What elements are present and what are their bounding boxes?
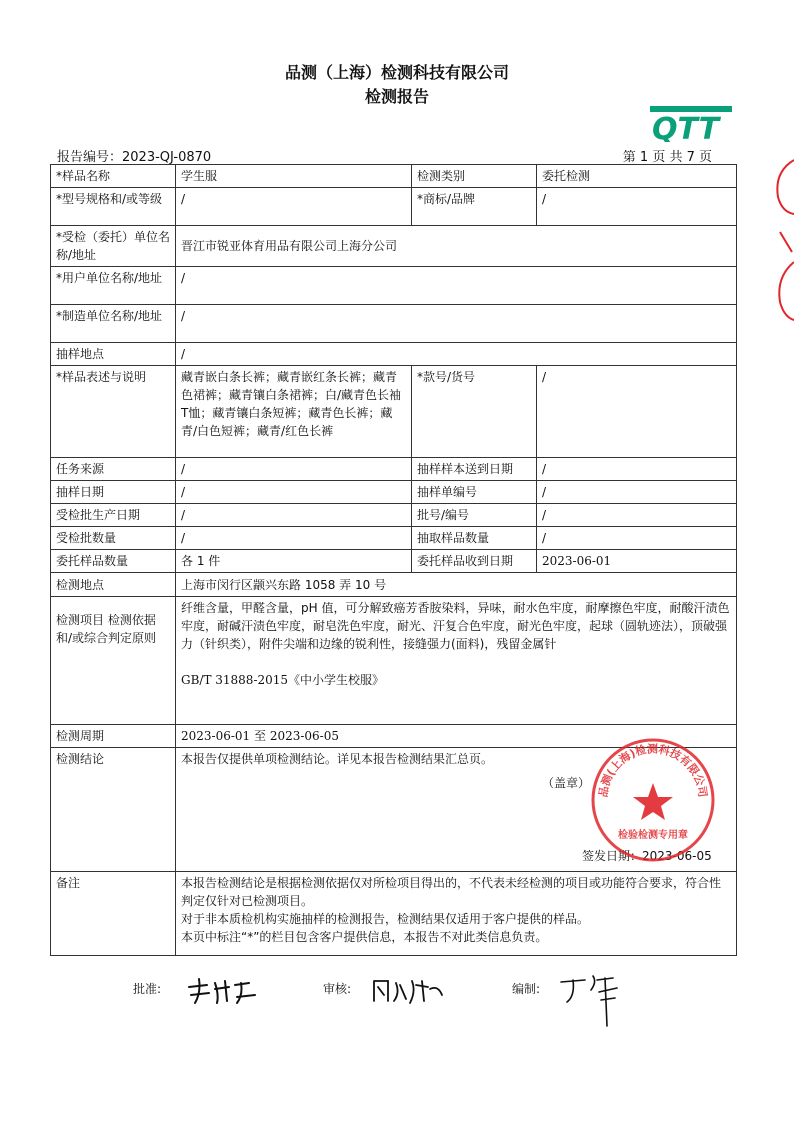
company-title: 品测（上海）检测科技有限公司 [284,63,509,82]
value-client: 晋江市锐亚体育用品有限公司上海分公司 [176,226,737,267]
seal-label: （盖章） [542,776,591,790]
label-delivery-date: 抽样样本送到日期 [412,458,537,481]
label-model: *型号规格和/或等级 [51,188,176,226]
official-seal [588,735,718,865]
value-model: / [176,188,412,226]
test-items-text: 纤维含量，甲醛含量，pH 值，可分解致癌芳香胺染料，异味，耐水色牢度，耐摩擦色牢度，耐酸汗渍色牢度，耐碱汗渍色牢度，耐皂洗色牢度，耐光、汗复合色牢度，耐光色牢度，起球（圆轨迹法），顶破强力（针织类），附件尖端和边缘的锐利性，接缝强力(面料)，残留金属针 [181,601,730,651]
approve-signature [185,975,265,1007]
label-sampling-date: 抽样日期 [51,481,176,504]
value-sampling-form: / [537,481,737,504]
value-maker: / [176,305,737,343]
label-received-date: 委托样品收到日期 [412,550,537,573]
logo-text: QTT [652,112,720,142]
value-brand: / [537,188,737,226]
review-signature [370,975,450,1007]
seal-bottom-text: 检验检测专用章 [618,830,688,841]
label-description: *样品表述与说明 [51,366,176,458]
row-maker [51,305,737,343]
value-period: 2023-06-01 至 2023-06-05 [176,725,737,748]
label-test-type: 检测类别 [412,165,537,188]
label-style-no: *款号/货号 [412,366,537,458]
label-client: *受检（委托）单位名称/地址 [51,226,176,267]
compile-signature [555,968,635,1028]
label-test-items: 检测项目 检测依据 和/或综合判定原则 [51,597,176,725]
value-user: / [176,267,737,305]
value-sampling-date: / [176,481,412,504]
value-conclusion: 本报告仅提供单项检测结论。详见本报告检测结果汇总页。 [176,748,737,872]
label-maker: *制造单位名称/地址 [51,305,176,343]
label-task-source: 任务来源 [51,458,176,481]
value-test-type: 委托检测 [537,165,737,188]
label-location: 检测地点 [51,573,176,597]
value-sample-qty: / [537,527,737,550]
row-model [51,188,737,226]
row-description [51,366,737,458]
row-sampling-date [51,481,737,504]
remark-line-1: 本报告检测结论是根据检测依据仅对所检项目得出的，不代表未经检测的项目或功能符合要求，符合性判定仅针对已检测项目。 [181,876,722,908]
value-delivery-date: / [537,458,737,481]
review-label: 审核: [323,982,352,996]
test-standard: GB/T 31888-2015《中小学生校服》 [181,673,385,687]
seal-text: 品测(上海)检测科技有限公司 [596,742,710,799]
value-prod-date: / [176,504,412,527]
value-style-no: / [537,366,737,458]
value-sample-name: 学生服 [176,165,412,188]
value-test-items [176,597,737,725]
report-number: 报告编号：2023-QJ-0870 [57,150,212,165]
value-sampling-place: / [176,343,737,366]
row-location [51,573,737,597]
compile-label: 编制: [512,982,541,996]
label-sample-name: *样品名称 [51,165,176,188]
value-remark [176,872,737,956]
value-entrust-qty: 各 1 件 [176,550,412,573]
document-title: 检测报告 [364,87,429,106]
label-brand: *商标/品牌 [412,188,537,226]
sign-date: 签发日期：2023-06-05 [582,849,712,863]
row-client [51,226,737,267]
value-batch-qty: / [176,527,412,550]
row-entrust-qty [51,550,737,573]
value-received-date: 2023-06-01 [537,550,737,573]
row-remark [51,872,737,956]
side-seal-fragment [772,152,794,322]
label-sampling-form: 抽样单编号 [412,481,537,504]
row-sample-name [51,165,737,188]
label-batch-qty: 受检批数量 [51,527,176,550]
label-user: *用户单位名称/地址 [51,267,176,305]
remark-line-3: 本页中标注“*”的栏目包含客户提供信息，本报告不对此类信息负责。 [181,930,548,944]
label-conclusion: 检测结论 [51,748,176,872]
label-sample-qty: 抽取样品数量 [412,527,537,550]
remark-line-2: 对于非本质检机构实施抽样的检测报告，检测结果仅适用于客户提供的样品。 [181,912,590,926]
label-prod-date: 受检批生产日期 [51,504,176,527]
page-info: 第 1 页 共 7 页 [622,150,712,165]
label-entrust-qty: 委托样品数量 [51,550,176,573]
row-task-source [51,458,737,481]
value-description: 藏青嵌白条长裤；藏青嵌红条长裤；藏青色裙裤；藏青镶白条裙裤；白/藏青色长袖T恤；藏青镶白条短裤；藏青色长裤；藏青/白色短裤；藏青/红色长裤 [176,366,412,458]
label-period: 检测周期 [51,725,176,748]
label-sampling-place: 抽样地点 [51,343,176,366]
label-batch-no: 批号/编号 [412,504,537,527]
row-batch-qty [51,527,737,550]
approve-label: 批准: [133,982,162,996]
row-sampling-place [51,343,737,366]
value-batch-no: / [537,504,737,527]
value-location: 上海市闵行区颛兴东路 1058 弄 10 号 [176,573,737,597]
qtt-logo [650,106,732,142]
row-test-items [51,597,737,725]
value-task-source: / [176,458,412,481]
row-user [51,267,737,305]
label-remark: 备注 [51,872,176,956]
row-prod-date [51,504,737,527]
